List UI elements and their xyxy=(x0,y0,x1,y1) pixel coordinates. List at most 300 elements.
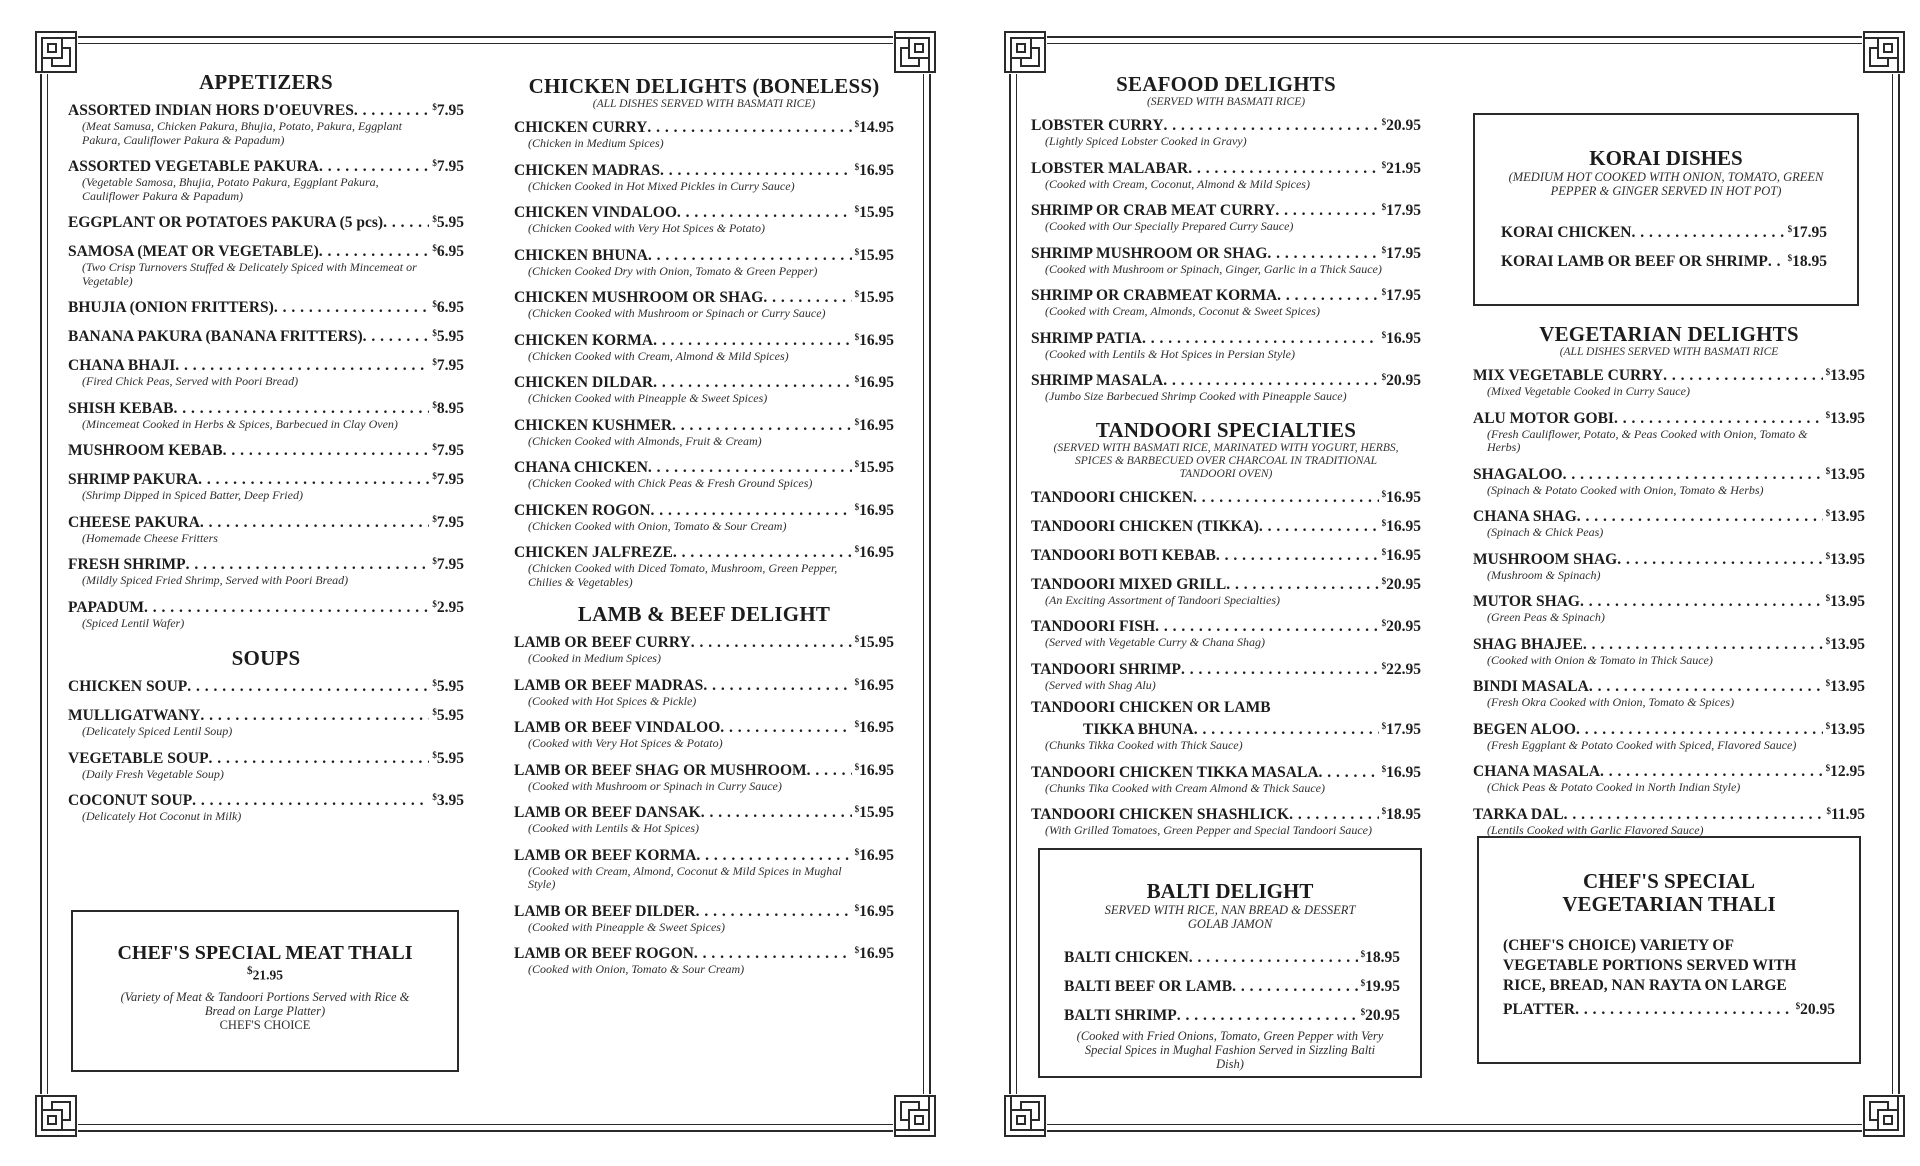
menu-item xyxy=(1473,363,1865,399)
menu-item xyxy=(514,455,894,491)
item-row xyxy=(1031,614,1421,636)
leader-dots xyxy=(383,214,429,232)
item-name: TANDOORI CHICKEN xyxy=(1031,488,1194,506)
item-row xyxy=(514,243,894,265)
item-name: SHRIMP PATIA xyxy=(1031,329,1142,347)
item-row xyxy=(514,455,894,477)
section-subtitle: (ALL DISHES SERVED WITH BASMATI RICE xyxy=(1559,346,1779,358)
leader-dots xyxy=(1277,287,1378,305)
item-price: $16.95 xyxy=(854,676,894,694)
item-price: $17.95 xyxy=(1381,721,1421,738)
leader-dots xyxy=(807,762,852,780)
item-name: MUSHROOM SHAG xyxy=(1473,550,1618,568)
item-price: $5.95 xyxy=(432,328,464,345)
item-name: ASSORTED INDIAN HORS D'OEUVRES xyxy=(68,102,354,119)
item-name: MUTOR SHAG xyxy=(1473,593,1580,610)
menu-item xyxy=(1031,241,1421,277)
leader-dots xyxy=(1577,508,1823,526)
item-description: (Chicken Cooked Dry with Onion, Tomato & Green Pepper) xyxy=(528,263,818,278)
leader-dots xyxy=(660,162,852,180)
item-description: (Spinach & Chick Peas) xyxy=(1487,525,1604,539)
item-name: ALU MOTOR GOBI xyxy=(1473,409,1614,427)
section-title: SEAFOOD DELIGHTS xyxy=(1116,72,1336,96)
item-name: LAMB OR BEEF MADRAS xyxy=(514,676,704,694)
leader-dots xyxy=(1768,253,1785,271)
item-description: (Fired Chick Peas, Served with Poori Bread) xyxy=(82,374,299,388)
item-price: $20.95 xyxy=(1381,618,1421,635)
leader-dots xyxy=(653,332,852,350)
menu-item xyxy=(68,324,464,346)
item-description: (Chicken Cooked with Onion, Tomato & Sour Cream) xyxy=(528,518,787,533)
item-price: $15.95 xyxy=(854,634,894,651)
item-price: $16.95 xyxy=(854,902,894,920)
item-name: SHAGALOO xyxy=(1473,465,1563,483)
item-price: $16.95 xyxy=(854,761,894,779)
item-name: LOBSTER CURRY xyxy=(1031,117,1164,134)
item-name: BANANA PAKURA (BANANA FRITTERS) xyxy=(68,328,363,345)
item-row xyxy=(68,674,464,696)
menu-item xyxy=(514,370,894,406)
item-price: $7.95 xyxy=(432,556,464,573)
item-row xyxy=(68,703,464,725)
appetizers-section xyxy=(68,70,464,824)
leader-dots xyxy=(144,599,429,617)
menu-item xyxy=(1031,699,1421,753)
item-description: (Fresh Cauliflower, Potato, & Peas Cooked with Onion, Tomato & Herbs) xyxy=(1487,426,1808,454)
item-row xyxy=(514,200,894,222)
veg-thali-box xyxy=(1477,836,1861,1064)
seafood-section xyxy=(1031,72,1421,838)
menu-item xyxy=(1031,485,1421,507)
item-price: $13.95 xyxy=(1825,409,1865,427)
item-price: $20.95 xyxy=(1381,117,1421,134)
leader-dots xyxy=(1275,202,1378,220)
menu-item xyxy=(1473,406,1865,455)
leader-dots xyxy=(1319,764,1379,782)
leader-dots xyxy=(647,119,851,137)
item-price: $16.95 xyxy=(1381,517,1421,535)
menu-item xyxy=(1031,113,1421,149)
item-row xyxy=(1473,363,1865,385)
menu-item xyxy=(1031,326,1421,362)
leader-dots xyxy=(1267,245,1378,263)
item-price: $17.95 xyxy=(1787,224,1827,241)
item-row xyxy=(68,239,464,261)
item-description: (Chicken Cooked with Diced Tomato, Mushroom, Green Pepper, Chilies & Vegetables) xyxy=(528,561,838,589)
item-description: (Cooked with Lentils & Hot Spices) xyxy=(528,821,699,835)
item-description: (Meat Samusa, Chicken Pakura, Bhujia, Potato, Pakura, Eggplant Pakura, Cauliflower Pakura & Papadum) xyxy=(82,119,402,147)
leader-dots xyxy=(1583,636,1823,654)
menu-item xyxy=(68,788,464,824)
item-price: $17.95 xyxy=(1381,202,1421,219)
item-name: CHANA CHICKEN xyxy=(514,459,648,476)
section-title: VEGETARIAN DELIGHTS xyxy=(1539,322,1799,346)
item-row xyxy=(68,396,464,418)
item-price: $16.95 xyxy=(854,719,894,736)
leader-dots xyxy=(1663,367,1823,385)
item-name: TIKKA BHUNA xyxy=(1083,721,1194,738)
leader-dots xyxy=(198,471,429,489)
item-row xyxy=(1473,674,1865,696)
item-name: LAMB OR BEEF KORMA xyxy=(514,846,697,864)
menu-item xyxy=(68,510,464,546)
leader-dots xyxy=(720,719,851,737)
leader-dots xyxy=(200,707,429,725)
menu-item xyxy=(1473,674,1865,710)
item-price: $13.95 xyxy=(1825,508,1865,525)
item-name: SHISH KEBAB xyxy=(68,399,174,417)
item-price: $12.95 xyxy=(1825,763,1865,780)
item-name: LAMB OR BEEF CURRY xyxy=(514,634,691,651)
item-description: (Chicken Cooked with Chick Peas & Fresh Ground Spices) xyxy=(528,476,813,490)
item-name: SAMOSA (MEAT OR VEGETABLE) xyxy=(68,243,319,260)
item-row xyxy=(1031,283,1421,305)
leader-dots xyxy=(651,502,852,520)
corner-ornament-icon xyxy=(893,1094,937,1138)
item-row xyxy=(1501,249,1827,271)
menu-list xyxy=(1031,485,1421,838)
chicken-section xyxy=(514,74,894,977)
item-price: $16.95 xyxy=(854,161,894,179)
corner-ornament-icon xyxy=(1862,30,1906,74)
item-price: $15.95 xyxy=(854,289,894,306)
leader-dots xyxy=(187,678,429,696)
menu-item xyxy=(1473,717,1865,753)
thali-line: VEGETABLE PORTIONS SERVED WITH xyxy=(1503,957,1797,974)
item-name: MUSHROOM KEBAB xyxy=(68,442,223,459)
item-description: (Cooked with Cream, Almond, Coconut & Mild Spices in Mughal Style) xyxy=(528,863,842,891)
leader-dots xyxy=(696,903,852,921)
item-name: LAMB OR BEEF VINDALOO xyxy=(514,719,721,736)
section-subtitle: (SERVED WITH BASMATI RICE) xyxy=(1146,96,1306,108)
item-price: $15.95 xyxy=(854,204,894,221)
item-row xyxy=(1031,514,1421,536)
item-row xyxy=(514,941,894,963)
item-price: $16.95 xyxy=(854,416,894,434)
item-name: BALTI CHICKEN xyxy=(1064,949,1189,966)
item-price: $7.95 xyxy=(432,513,464,531)
item-description: (Chicken Cooked in Hot Mixed Pickles in Curry Sauce) xyxy=(528,178,795,193)
item-description: (Delicately Hot Coconut in Milk) xyxy=(82,809,242,823)
item-description: (Cooked with Very Hot Spices & Potato) xyxy=(528,736,723,750)
menu-item xyxy=(514,540,894,589)
item-name: KORAI LAMB OR BEEF OR SHRIMP xyxy=(1501,253,1768,270)
item-price: $18.95 xyxy=(1360,949,1400,966)
menu-item xyxy=(68,396,464,432)
menu-item xyxy=(514,115,894,151)
item-row xyxy=(1473,406,1865,428)
corner-ornament-icon xyxy=(1862,1094,1906,1138)
item-row xyxy=(1064,974,1400,996)
menu-item xyxy=(68,353,464,389)
leader-dots xyxy=(1259,518,1379,536)
left-menu-page xyxy=(40,36,931,1132)
item-name: SHRIMP OR CRAB MEAT CURRY xyxy=(1031,202,1276,219)
menu-item xyxy=(514,243,894,279)
leader-dots xyxy=(175,357,429,375)
leader-dots xyxy=(701,804,852,822)
section-subtitle: (SERVED WITH BASMATI RICE, MARINATED WITH YOGURT, HERBS, SPICES & BARBECUED OVER CHARCOAL IN TRADITIONAL TANDOORI OVEN) xyxy=(1053,441,1399,480)
item-row xyxy=(68,210,464,232)
box-title: VEGETARIAN THALI xyxy=(1562,892,1776,916)
item-name: TANDOORI FISH xyxy=(1031,618,1156,635)
leader-dots xyxy=(1181,661,1379,679)
section-title: APPETIZERS xyxy=(199,70,333,94)
item-description: (Cooked with Our Specially Prepared Curry Sauce) xyxy=(1045,219,1294,233)
menu-item xyxy=(514,843,894,892)
item-price: $11.95 xyxy=(1826,805,1865,823)
item-row xyxy=(1473,504,1865,526)
item-name: SHRIMP OR CRABMEAT KORMA xyxy=(1031,287,1278,304)
menu-item xyxy=(1031,614,1421,650)
item-name: TANDOORI CHICKEN TIKKA MASALA xyxy=(1031,763,1319,781)
item-name: CHICKEN MUSHROOM OR SHAG xyxy=(514,289,764,306)
leader-dots xyxy=(223,442,430,460)
item-name: TARKA DAL xyxy=(1473,805,1564,823)
item-row xyxy=(514,158,894,180)
corner-ornament-icon xyxy=(893,30,937,74)
leader-dots xyxy=(174,400,430,418)
item-description: (Jumbo Size Barbecued Shrimp Cooked with Pineapple Sauce) xyxy=(1045,389,1347,403)
item-name: SHAG BHAJEE xyxy=(1473,635,1583,653)
leader-dots xyxy=(363,328,430,346)
item-price: $7.95 xyxy=(432,357,464,374)
leader-dots xyxy=(1289,806,1379,824)
leader-dots xyxy=(319,243,430,261)
item-row xyxy=(1473,759,1865,781)
menu-item xyxy=(68,239,464,288)
item-description: (Vegetable Samosa, Bhujia, Potato Pakura, Eggplant Pakura, Cauliflower Pakura & Papadum) xyxy=(82,175,379,203)
item-row xyxy=(1031,760,1421,782)
leader-dots xyxy=(696,847,851,865)
item-price: $16.95 xyxy=(854,945,894,962)
menu-item xyxy=(1031,156,1421,192)
item-name: CHICKEN JALFREZE xyxy=(514,544,673,561)
item-price: $13.95 xyxy=(1825,720,1865,738)
item-row xyxy=(1031,368,1421,390)
item-name: CHANA SHAG xyxy=(1473,508,1577,525)
item-description: (Cooked with Cream, Almonds, Coconut & Sweet Spices) xyxy=(1045,304,1320,318)
menu-item xyxy=(68,98,464,147)
leader-dots xyxy=(673,544,852,562)
menu-item xyxy=(1473,462,1865,498)
item-name: BHUJIA (ONION FRITTERS) xyxy=(68,299,274,316)
item-price: $16.95 xyxy=(1381,329,1421,347)
section-subtitle: (ALL DISHES SERVED WITH BASMATI RICE) xyxy=(592,98,816,110)
item-name: FRESH SHRIMP xyxy=(68,556,186,573)
menu-item xyxy=(1064,1003,1400,1025)
item-name: CHICKEN SOUP xyxy=(68,678,188,695)
item-description: (Lentils Cooked with Garlic Flavored Sauce) xyxy=(1487,822,1704,837)
item-price: $13.95 xyxy=(1825,367,1865,384)
item-name: LAMB OR BEEF SHAG OR MUSHROOM xyxy=(514,761,807,779)
item-name: CHICKEN DILDAR xyxy=(514,374,654,391)
item-price: $18.95 xyxy=(1381,806,1421,823)
item-price: $16.95 xyxy=(1381,488,1421,506)
menu-item xyxy=(1031,572,1421,608)
item-description: (An Exciting Assortment of Tandoori Specialties) xyxy=(1045,592,1280,607)
item-name-row xyxy=(1031,699,1421,717)
menu-item xyxy=(68,295,464,317)
item-row xyxy=(1031,717,1421,739)
item-name: CHEESE PAKURA xyxy=(68,513,200,531)
item-description: (Chunks Tikka Cooked with Thick Sauce) xyxy=(1045,738,1243,752)
item-price: $13.95 xyxy=(1825,550,1865,568)
leader-dots xyxy=(1177,1007,1358,1025)
item-description: (Chick Peas & Potato Cooked in North Indian Style) xyxy=(1487,780,1741,794)
korai-box xyxy=(1473,113,1859,306)
leader-dots xyxy=(319,158,429,176)
item-price: $20.95 xyxy=(1381,372,1421,389)
item-name: COCONUT SOUP xyxy=(68,792,193,809)
item-price: $2.95 xyxy=(432,598,464,616)
item-name: MULLIGATWANY xyxy=(68,707,201,724)
item-description: (Spinach & Potato Cooked with Onion, Tomato & Herbs) xyxy=(1487,482,1764,497)
item-price: $5.95 xyxy=(432,214,464,231)
menu-item xyxy=(1473,802,1865,838)
item-name: BINDI MASALA xyxy=(1473,678,1589,695)
item-name: BEGEN ALOO xyxy=(1473,720,1576,738)
thali-description xyxy=(1479,916,1859,1020)
menu-item xyxy=(514,758,894,794)
item-price: $7.95 xyxy=(432,471,464,488)
item-description: (Two Crisp Turnovers Stuffed & Delicately Spiced with Mincemeat or Vegetable) xyxy=(82,260,417,288)
item-price: $3.95 xyxy=(432,792,464,809)
item-description: (Cooked with Mushroom or Spinach in Curry Sauce) xyxy=(528,778,782,793)
menu-list xyxy=(1475,198,1857,271)
item-description: (Chicken Cooked with Cream, Almond & Mild Spices) xyxy=(528,348,789,363)
item-price: $20.95 xyxy=(1360,1007,1400,1024)
item-price: $5.95 xyxy=(432,707,464,724)
item-price: $16.95 xyxy=(854,374,894,391)
item-row xyxy=(514,630,894,652)
item-row xyxy=(514,498,894,520)
item-row xyxy=(1501,220,1827,242)
item-price: $13.95 xyxy=(1825,465,1865,483)
menu-item xyxy=(514,285,894,321)
item-row xyxy=(68,324,464,346)
item-price: $16.95 xyxy=(854,846,894,864)
item-row xyxy=(1473,802,1865,824)
thali-line: (CHEF'S CHOICE) VARIETY OF xyxy=(1503,937,1734,954)
item-price: $17.95 xyxy=(1381,287,1421,304)
item-description: (Cooked with Mushroom or Spinach, Ginger, Garlic in a Thick Sauce) xyxy=(1045,261,1382,276)
item-description: (Mincemeat Cooked in Herbs & Spices, Barbecued in Clay Oven) xyxy=(82,416,398,431)
item-price: $5.95 xyxy=(432,749,464,767)
leader-dots xyxy=(1576,721,1823,739)
leader-dots xyxy=(1589,678,1823,696)
menu-item xyxy=(1473,504,1865,540)
item-name: LAMB OR BEEF DILDER xyxy=(514,902,696,920)
leader-dots xyxy=(1631,224,1784,242)
menu-item xyxy=(514,630,894,666)
section-title: TANDOORI SPECIALTIES xyxy=(1095,417,1357,442)
item-price: $6.95 xyxy=(432,299,464,316)
menu-item xyxy=(1501,249,1827,271)
item-name: SHRIMP PAKURA xyxy=(68,471,199,488)
leader-dots xyxy=(1155,618,1378,636)
meat-thali-box xyxy=(71,910,459,1072)
item-row xyxy=(1031,113,1421,135)
item-description: (Cooked in Medium Spices) xyxy=(528,651,661,665)
item-row xyxy=(68,746,464,768)
item-name: LOBSTER MALABAR xyxy=(1031,159,1189,177)
menu-item xyxy=(1501,220,1827,242)
corner-ornament-icon xyxy=(34,1094,78,1138)
menu-item xyxy=(68,438,464,460)
item-name: EGGPLANT OR POTATOES PAKURA (5 pcs) xyxy=(68,214,384,231)
vegetarian-section xyxy=(1473,322,1865,837)
item-row xyxy=(68,788,464,810)
item-row xyxy=(68,552,464,574)
leader-dots xyxy=(1575,1000,1793,1020)
item-price: $7.95 xyxy=(432,158,464,175)
item-name: SHRIMP MASALA xyxy=(1031,372,1164,389)
menu-list xyxy=(514,115,894,589)
item-price: $21.95 xyxy=(247,965,283,983)
menu-item xyxy=(1031,760,1421,796)
leader-dots xyxy=(186,556,430,574)
item-row xyxy=(1473,547,1865,569)
item-price: $16.95 xyxy=(854,501,894,519)
menu-item xyxy=(68,154,464,203)
menu-item xyxy=(514,800,894,836)
item-row xyxy=(514,285,894,307)
leader-dots xyxy=(1617,551,1822,569)
item-row xyxy=(68,510,464,532)
leader-dots xyxy=(1189,949,1358,967)
item-description: (Mildly Spiced Fried Shrimp, Served with Poori Bread) xyxy=(82,573,349,587)
leader-dots xyxy=(1164,117,1379,135)
item-name: TANDOORI CHICKEN (TIKKA) xyxy=(1031,517,1259,535)
menu-item xyxy=(68,595,464,631)
menu-item xyxy=(1473,759,1865,795)
item-price: $7.95 xyxy=(432,442,464,459)
leader-dots xyxy=(648,459,852,477)
item-row xyxy=(1473,589,1865,611)
item-description: (Served with Shag Alu) xyxy=(1045,677,1156,692)
item-name: CHANA MASALA xyxy=(1473,763,1601,780)
leader-dots xyxy=(1163,372,1378,390)
item-price: $5.95 xyxy=(432,678,464,695)
menu-list xyxy=(68,674,464,824)
item-description: (Chicken in Medium Spices) xyxy=(528,136,664,150)
item-name: CHANA BHAJI xyxy=(68,357,176,374)
menu-item xyxy=(1064,945,1400,967)
item-name: LAMB OR BEEF DANSAK xyxy=(514,804,701,821)
item-description: (Variety of Meat & Tandoori Portions Served with Rice & Bread on Large Platter) xyxy=(120,989,410,1018)
item-row xyxy=(1064,1003,1400,1025)
menu-item xyxy=(68,467,464,503)
item-name: LAMB OR BEEF ROGON xyxy=(514,945,694,962)
item-price: $13.95 xyxy=(1825,635,1865,653)
menu-list xyxy=(1473,363,1865,837)
item-name: TANDOORI SHRIMP xyxy=(1031,660,1181,678)
item-row xyxy=(68,154,464,176)
item-description: (Cooked with Onion, Tomato & Sour Cream) xyxy=(528,962,745,976)
item-price: $16.95 xyxy=(1381,763,1421,781)
item-price: $8.95 xyxy=(432,399,464,417)
item-name: CHICKEN ROGON xyxy=(514,501,651,519)
corner-ornament-icon xyxy=(34,30,78,74)
item-name: VEGETABLE SOUP xyxy=(68,749,209,767)
item-name: MIX VEGETABLE CURRY xyxy=(1473,367,1664,384)
leader-dots xyxy=(1614,410,1823,428)
item-description: (Mushroom & Spinach) xyxy=(1487,567,1601,582)
menu-list xyxy=(514,630,894,977)
item-description: (Delicately Spiced Lentil Soup) xyxy=(82,724,233,738)
corner-ornament-icon xyxy=(1003,1094,1047,1138)
